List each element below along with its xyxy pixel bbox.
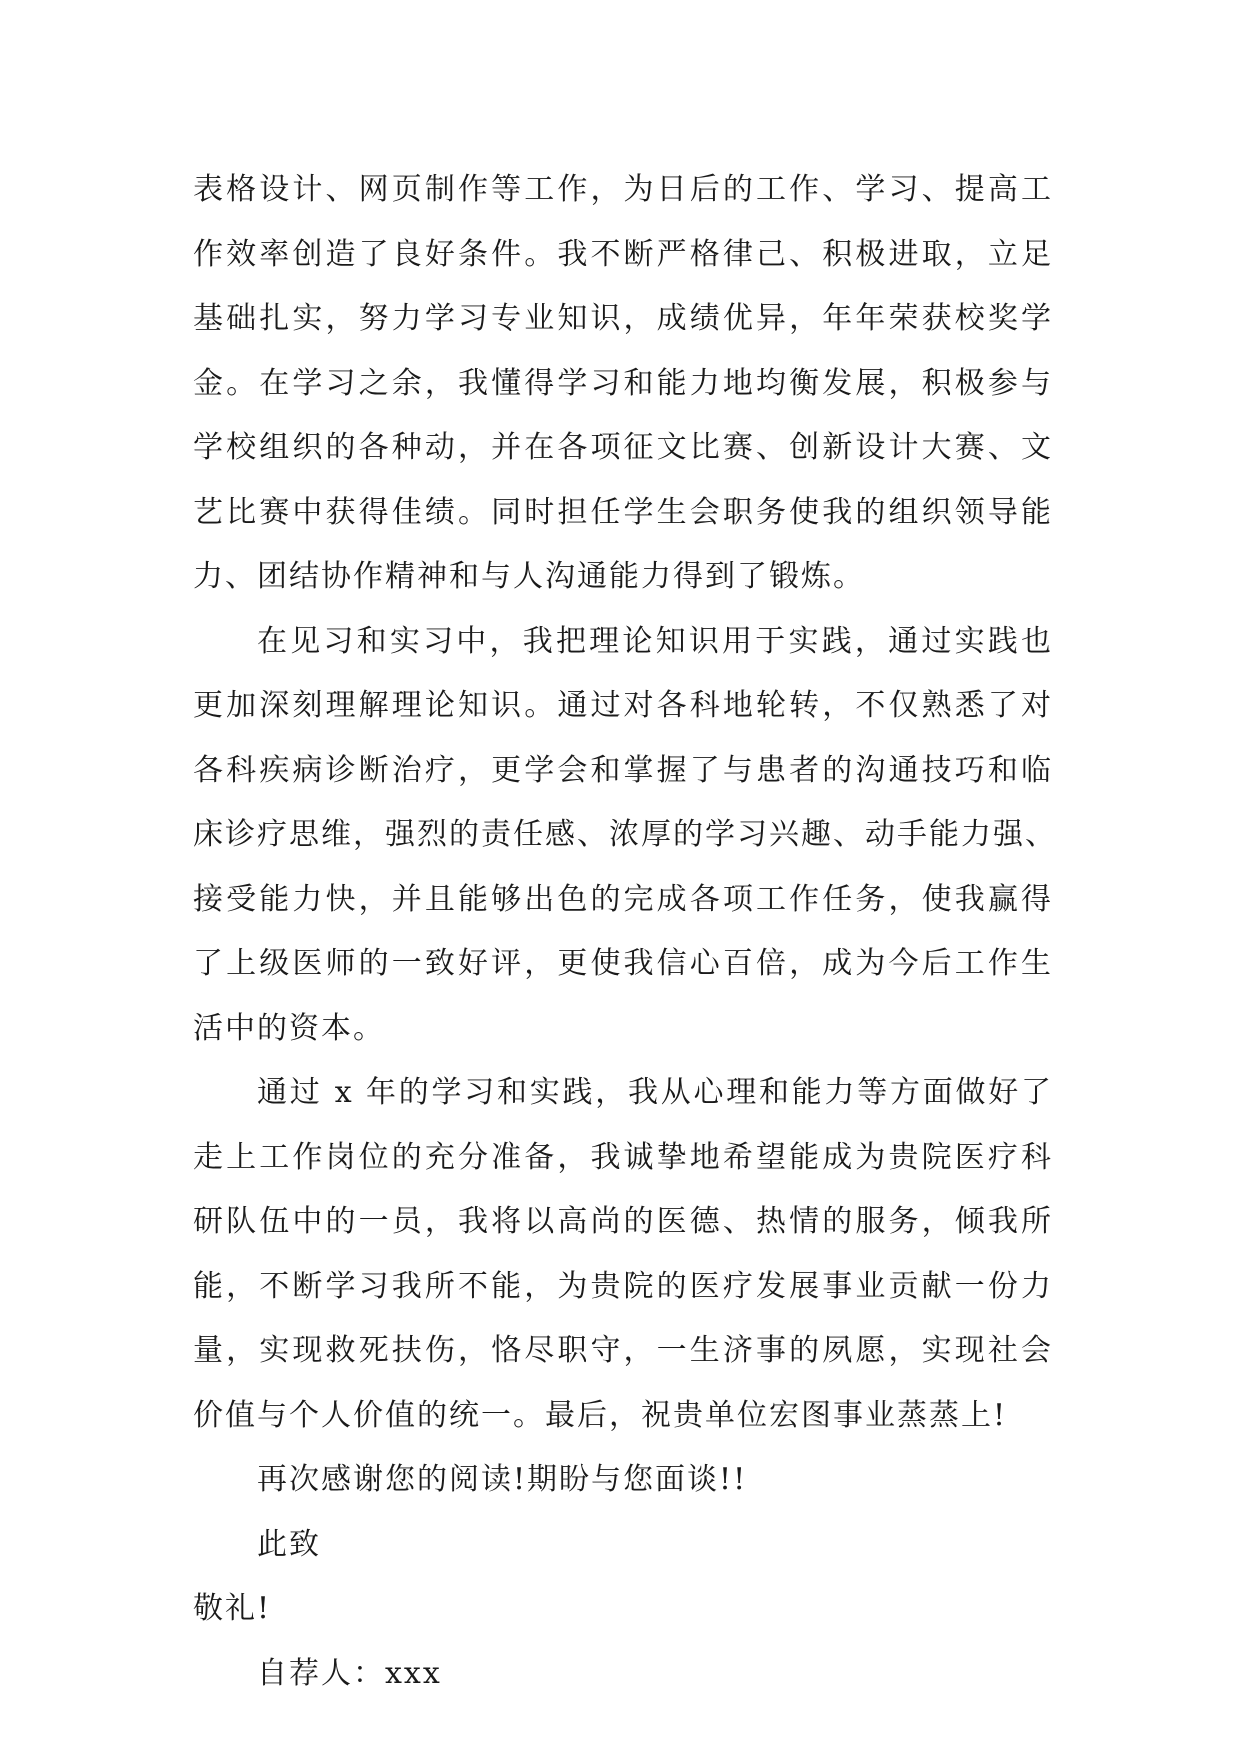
paragraph-3-line: 研队伍中的一员，我将以高尚的医德、热情的服务，倾我所 <box>193 1204 1053 1239</box>
paragraph-3-line: 能，不断学习我所不能，为贵院的医疗发展事业贡献一份力 <box>193 1268 1053 1304</box>
paragraph-1-line: 金。在学习之余，我懂得学习和能力地均衡发展，积极参与 <box>193 365 1053 401</box>
paragraph-1-line: 基础扎实，努力学习专业知识，成绩优异，年年荣获校奖学 <box>193 301 1053 336</box>
paragraph-1-line: 艺比赛中获得佳绩。同时担任学生会职务使我的组织领导能 <box>193 494 1053 530</box>
paragraph-3-line: 价值与个人价值的统一。最后，祝贵单位宏图事业蒸蒸上! <box>193 1397 1008 1433</box>
paragraph-2-line: 更加深刻理解理论知识。通过对各科地轮转，不仅熟悉了对 <box>193 688 1053 723</box>
paragraph-2-line: 各科疾病诊断治疗，更学会和掌握了与患者的沟通技巧和临 <box>193 752 1053 788</box>
salute-line: 敬礼! <box>193 1591 272 1626</box>
paragraph-1-line: 作效率创造了良好条件。我不断严格律己、积极进取，立足 <box>193 236 1053 272</box>
thanks-line: 再次感谢您的阅读!期盼与您面谈!! <box>257 1462 748 1497</box>
signature-line: 自荐人：xxx <box>257 1655 442 1691</box>
paragraph-2-line: 了上级医师的一致好评，更使我信心百倍，成为今后工作生 <box>193 946 1053 981</box>
letter-body <box>193 158 1057 1706</box>
paragraph-2-line: 活中的资本。 <box>193 1010 385 1046</box>
paragraph-3-line: 走上工作岗位的充分准备，我诚挚地希望能成为贵院医疗科 <box>193 1139 1053 1175</box>
paragraph-3-line: 量，实现救死扶伤，恪尽职守，一生济事的夙愿，实现社会 <box>193 1333 1053 1368</box>
paragraph-1-line: 力、团结协作精神和与人沟通能力得到了锻炼。 <box>193 559 865 594</box>
paragraph-1-line: 学校组织的各种动，并在各项征文比赛、创新设计大赛、文 <box>193 430 1053 465</box>
paragraph-2-line: 在见习和实习中，我把理论知识用于实践，通过实践也 <box>257 623 1053 659</box>
paragraph-1-line: 表格设计、网页制作等工作，为日后的工作、学习、提高工 <box>193 172 1053 207</box>
paragraph-3-line: 通过 x 年的学习和实践，我从心理和能力等方面做好了 <box>257 1075 1053 1110</box>
closing-line: 此致 <box>257 1526 321 1562</box>
paragraph-2-line: 床诊疗思维，强烈的责任感、浓厚的学习兴趣、动手能力强、 <box>193 817 1057 852</box>
paragraph-2-line: 接受能力快，并且能够出色的完成各项工作任务，使我赢得 <box>193 881 1053 917</box>
